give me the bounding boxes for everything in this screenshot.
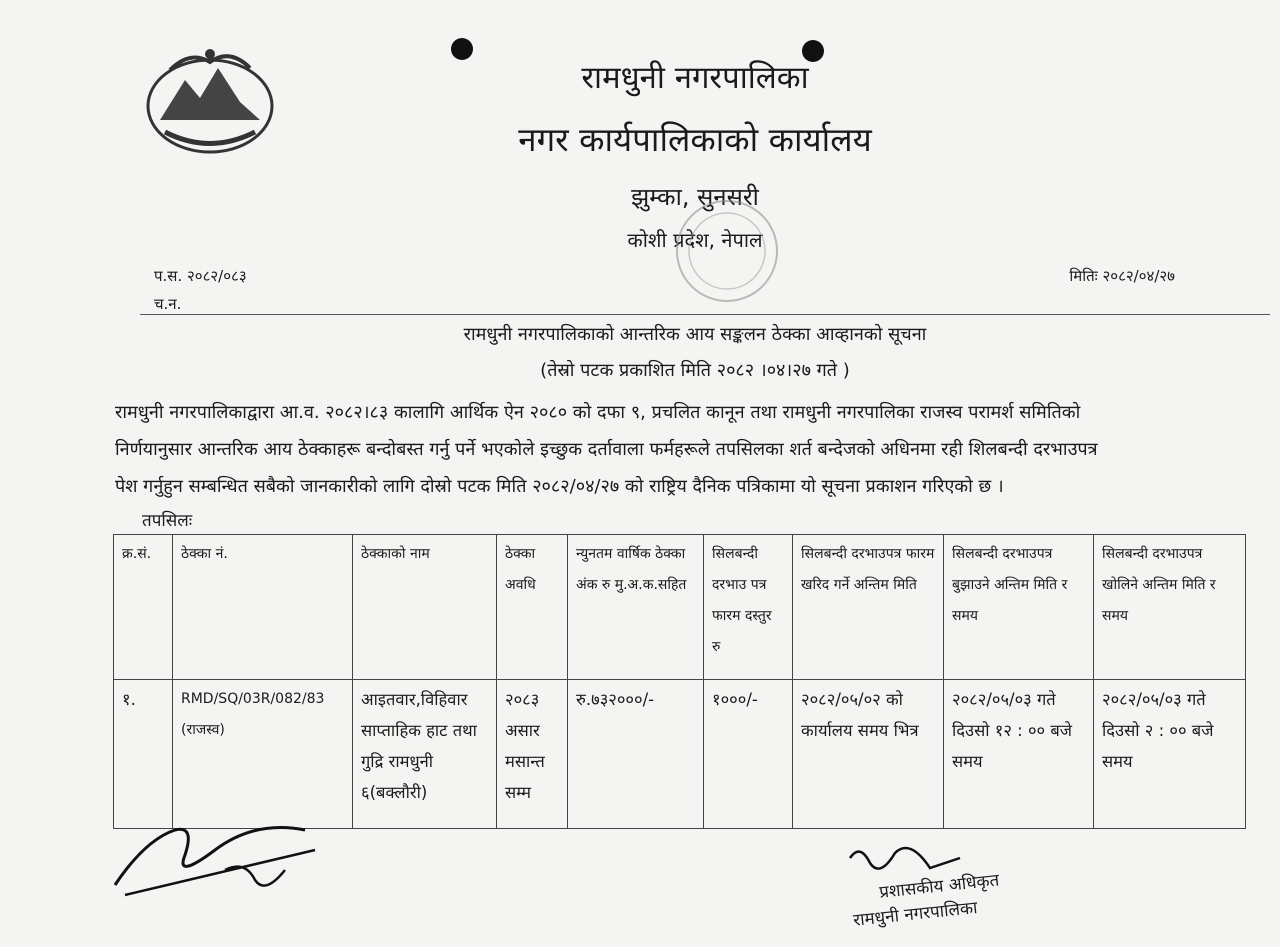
cell-contract-no: RMD/SQ/03R/082/83 (राजस्व) [173,680,353,829]
office-stamp-icon [668,196,786,306]
schedule-label: तपसिलः [142,511,193,531]
cell-duration: २०८३ असार मसान्त सम्म [497,680,568,829]
col-header-contract-no: ठेक्का नं. [173,535,353,680]
cell-min-amount: रु.७३२०००/- [568,680,704,829]
notice-body [115,394,1225,505]
notice-body-line: रामधुनी नगरपालिकाद्वारा आ.व. २०८२।८३ कालागि आर्थिक ऐन २०८० को दफा ९, प्रचलित कानून तथा रामधुनी नगरपालिका राजस्व परामर्श समितिको [115,402,1081,423]
cell-open-date: २०८२/०५/०३ गते दिउसो २ : ०० बजे समय [1094,680,1246,829]
col-header-form-fee: सिलबन्दी दरभाउ पत्र फारम दस्तुर रु [704,535,793,680]
col-header-purchase-deadline: सिलबन्दी दरभाउपत्र फारम खरिद गर्ने अन्तिम मिति [793,535,944,680]
col-header-min-amount: न्युनतम वार्षिक ठेक्का अंक रु मु.अ.क.सहित [568,535,704,680]
left-signature-icon [105,800,325,900]
notice-body-line: निर्णयानुसार आन्तरिक आय ठेक्काहरू बन्दोबस्त गर्नु पर्ने भएकोले इच्छुक दर्तावाला फर्महरूले तपसिलका शर्त बन्देजको अधिनमा रही शिलबन्दी दरभाउपत्र [115,439,1098,460]
notice-body-line: पेश गर्नुहुन सम्बन्धित सबैको जानकारीको लागि दोस्रो पटक मिति २०८२/०४/२७ को राष्ट्रिय दैनिक पत्रिकामा यो सूचना प्रकाशन गरिएको छ । [115,476,1004,497]
col-header-submit-deadline: सिलबन्दी दरभाउपत्र बुझाउने अन्तिम मिति र समय [944,535,1094,680]
notice-date: मितिः २०८२/०४/२७ [1069,267,1175,285]
cell-purchase-deadline: २०८२/०५/०२ को कार्यालय समय भित्र [793,680,944,829]
notice-subtitle: (तेस्रो पटक प्रकाशित मिति २०८२ ।०४।२७ गते ) [540,360,850,381]
cell-name: आइतवार,विहिवार साप्ताहिक हाट तथा गुद्रि रामधुनी ६(बक्लौरी) [353,680,497,829]
official-title: प्रशासकीय अधिकृत [878,870,1001,903]
municipality-name: रामधुनी नगरपालिका [581,60,809,96]
notice-title: रामधुनी नगरपालिकाको आन्तरिक आय सङ्कलन ठेक्का आव्हानको सूचना [463,324,927,345]
header-divider [140,314,1270,315]
cell-submit-deadline: २०८२/०५/०३ गते दिउसो १२ : ०० बजे समय [944,680,1094,829]
reference-number: प.स. २०८२/०८३ [154,267,247,285]
cell-sn: १. [114,680,173,829]
official-organization: रामधुनी नगरपालिका [852,897,979,931]
contract-table [113,534,1246,829]
table-header-row [114,535,1246,680]
office-name: नगर कार्यपालिकाको कार्यालय [518,120,872,159]
col-header-sn: क्र.सं. [114,535,173,680]
col-header-name: ठेक्काको नाम [353,535,497,680]
office-location: झुम्का, सुनसरी [631,183,759,211]
cell-form-fee: १०००/- [704,680,793,829]
dispatch-number: च.न. [154,295,182,313]
col-header-open-date: सिलबन्दी दरभाउपत्र खोलिने अन्तिम मिति र समय [1094,535,1246,680]
col-header-duration: ठेक्का अवधि [497,535,568,680]
office-province: कोशी प्रदेश, नेपाल [627,228,763,252]
